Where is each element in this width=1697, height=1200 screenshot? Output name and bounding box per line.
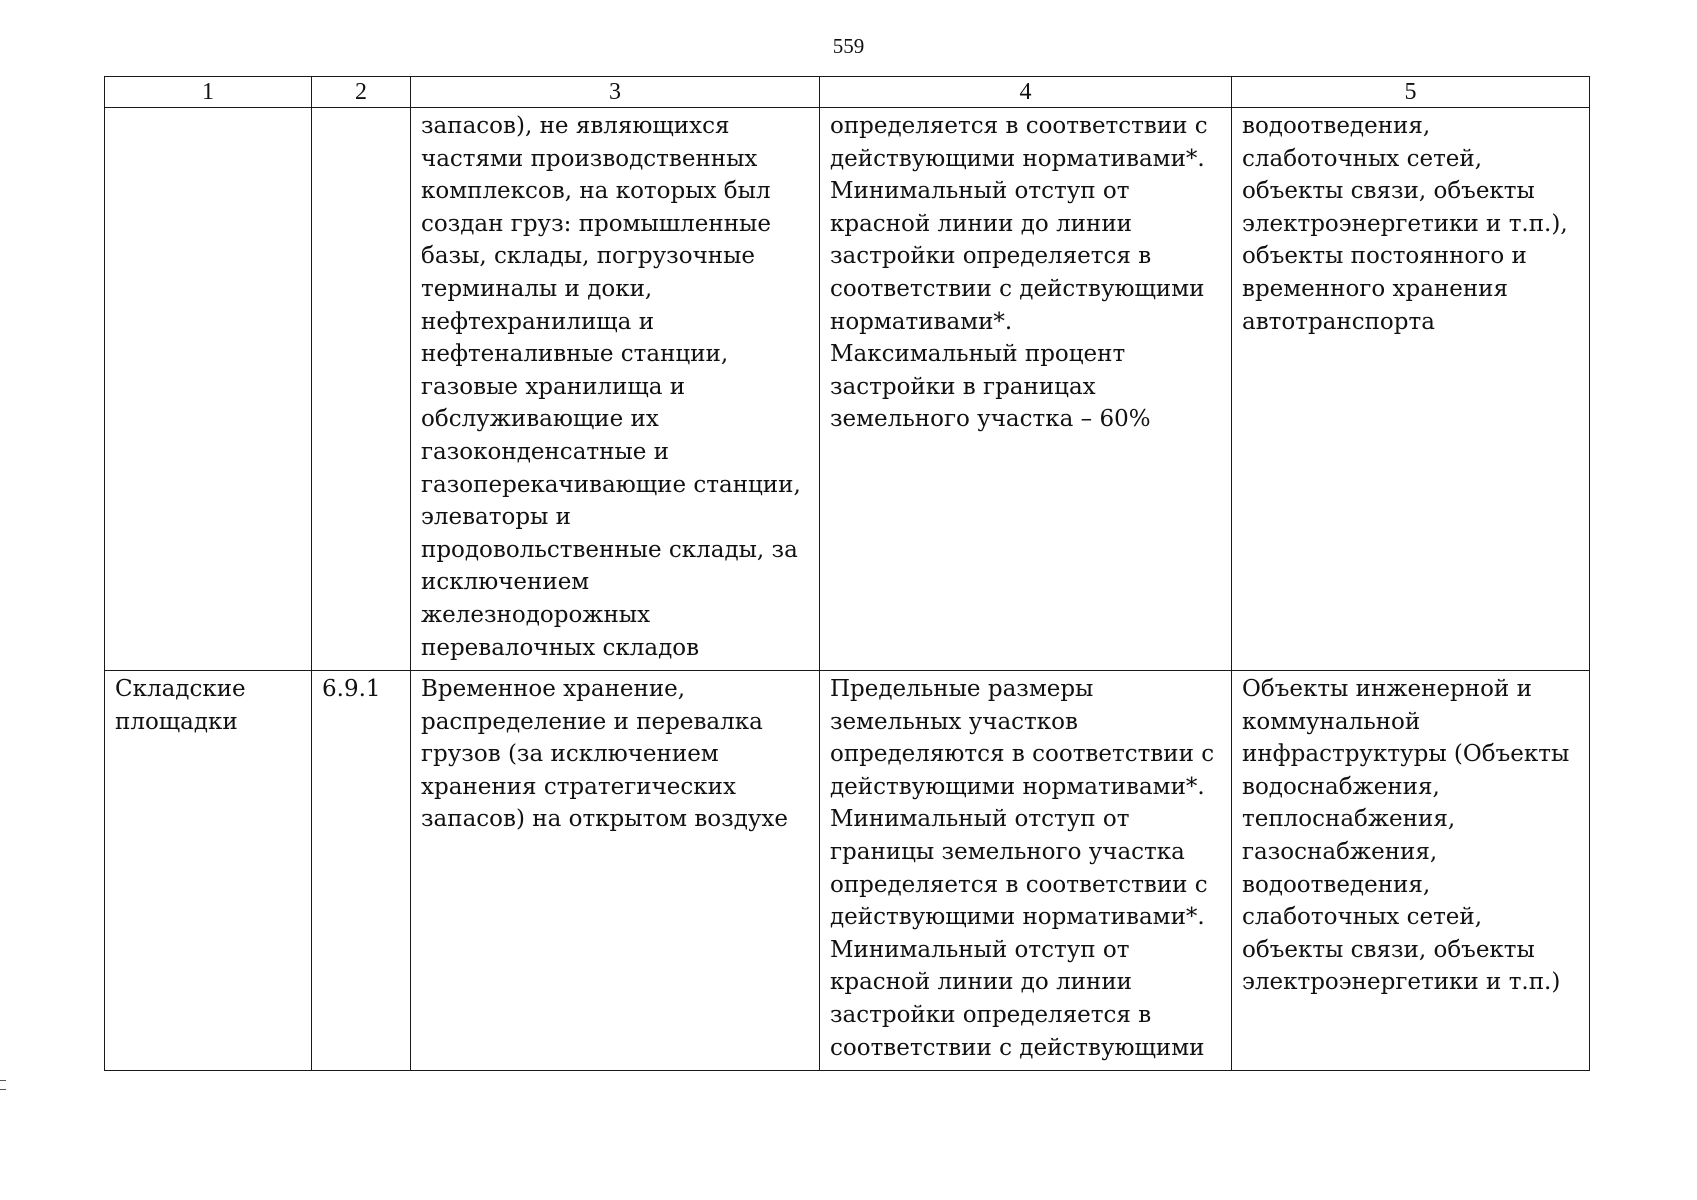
cell-text-line: нефтеналивные станции,: [421, 341, 729, 368]
cell-text-line: газоконденсатные и: [421, 438, 670, 465]
cell-text-line: действующими нормативами*.: [830, 145, 1205, 172]
cell-text-line: создан груз: промышленные: [421, 210, 771, 237]
cell-auxiliary-uses: [1232, 671, 1590, 1071]
cell-text-line: электроэнергетики и т.п.),: [1242, 210, 1568, 237]
cell-text-line: обслуживающие их: [421, 406, 659, 433]
cell-text-line: красной линии до линии: [830, 210, 1132, 237]
column-header-1: 1: [105, 77, 312, 108]
regulations-table: [104, 76, 1590, 1071]
cell-text-line: застройки в границах: [830, 373, 1096, 400]
cell-text-line: соответствии с действующими: [830, 1034, 1205, 1061]
cell-text-line: элеваторы и: [421, 504, 572, 531]
cell-text-line: Временное хранение,: [421, 676, 686, 702]
cell-text-line: газовые хранилища и: [421, 373, 686, 400]
cell-text-line: комплексов, на которых был: [421, 178, 771, 205]
cell-text-line: распределение и перевалка: [421, 708, 763, 735]
cell-parameters: [820, 108, 1232, 671]
cell-text-line: терминалы и доки,: [421, 275, 653, 302]
cell-text-line: объекты связи, объекты: [1242, 936, 1535, 963]
cell-text-line: автотранспорта: [1242, 308, 1435, 335]
column-header-4: 4: [820, 77, 1232, 108]
cell-text-line: водоотведения,: [1242, 113, 1431, 139]
cell-text-line: электроэнергетики и т.п.): [1242, 969, 1561, 996]
cell-text-line: застройки определяется в: [830, 243, 1152, 270]
cell-text-line: Объекты инженерной и: [1242, 676, 1532, 702]
cell-text-line: запасов), не являющихся: [421, 113, 730, 139]
cell-text-line: хранения стратегических: [421, 773, 736, 800]
cell-text-line: Складские: [115, 676, 246, 702]
cell-use-name: [105, 671, 312, 1071]
cell-text-line: железнодорожных: [421, 601, 651, 628]
cell-text-line: газоперекачивающие станции,: [421, 471, 801, 498]
table-row-storage-sites: [105, 671, 1590, 1071]
cell-use-name: [105, 108, 312, 671]
cell-auxiliary-uses: [1232, 108, 1590, 671]
cell-text-line: определяется в соответствии с: [830, 871, 1208, 898]
cell-text-line: застройки определяется в: [830, 1001, 1152, 1028]
cell-text-line: определяются в соответствии с: [830, 741, 1215, 768]
cell-text-line: соответствии с действующими: [830, 275, 1205, 302]
cell-text-line: площадки: [115, 708, 238, 735]
column-header-2: 2: [312, 77, 411, 108]
cell-text-line: коммунальной: [1242, 708, 1421, 735]
cell-text-line: Минимальный отступ от: [830, 806, 1130, 833]
cell-text-line: Минимальный отступ от: [830, 936, 1130, 963]
cell-text-line: базы, склады, погрузочные: [421, 243, 756, 270]
cell-text-line: действующими нормативами*.: [830, 904, 1205, 931]
cell-text-line: водоотведения,: [1242, 871, 1431, 898]
cell-text-line: объекты связи, объекты: [1242, 178, 1535, 205]
cell-text-line: теплоснабжения,: [1242, 806, 1456, 833]
cell-text-line: газоснабжения,: [1242, 838, 1438, 865]
cell-text-line: водоснабжения,: [1242, 773, 1440, 800]
cell-parameters: [820, 671, 1232, 1071]
cell-text-line: слаботочных сетей,: [1242, 145, 1483, 172]
cell-text-line: объекты постоянного и: [1242, 243, 1527, 270]
cell-text-line: продовольственные склады, за: [421, 536, 798, 563]
table-row-continuation: [105, 108, 1590, 671]
cell-text-line: Предельные размеры: [830, 676, 1094, 702]
table-header-row: [105, 77, 1590, 108]
cell-text-line: слаботочных сетей,: [1242, 904, 1483, 931]
cell-text-line: действующими нормативами*.: [830, 773, 1205, 800]
cell-text-line: определяется в соответствии с: [830, 113, 1208, 139]
cell-code: [312, 671, 411, 1071]
scan-edge-mark: [0, 1080, 6, 1090]
cell-text-line: запасов) на открытом воздухе: [421, 806, 788, 833]
cell-text-line: границы земельного участка: [830, 838, 1185, 865]
cell-text-line: временного хранения: [1242, 275, 1509, 302]
cell-text-line: земельных участков: [830, 708, 1078, 735]
cell-description: [411, 671, 820, 1071]
cell-text-line: инфраструктуры (Объекты: [1242, 741, 1570, 768]
cell-text-line: красной линии до линии: [830, 969, 1132, 996]
cell-text-line: частями производственных: [421, 145, 758, 172]
cell-text-line: Максимальный процент: [830, 341, 1126, 368]
cell-text-line: нормативами*.: [830, 308, 1013, 335]
cell-text-line: грузов (за исключением: [421, 741, 719, 768]
cell-text-line: нефтехранилища и: [421, 308, 655, 335]
column-header-5: 5: [1232, 77, 1590, 108]
cell-text-line: Минимальный отступ от: [830, 178, 1130, 205]
column-header-3: 3: [411, 77, 820, 108]
cell-text-line: земельного участка – 60%: [830, 406, 1151, 433]
cell-code: [312, 108, 411, 671]
cell-text-line: перевалочных складов: [421, 634, 700, 661]
page-number: 559: [832, 34, 865, 58]
cell-text-line: исключением: [421, 569, 590, 596]
cell-text-line: 6.9.1: [322, 676, 381, 702]
cell-description: [411, 108, 820, 671]
